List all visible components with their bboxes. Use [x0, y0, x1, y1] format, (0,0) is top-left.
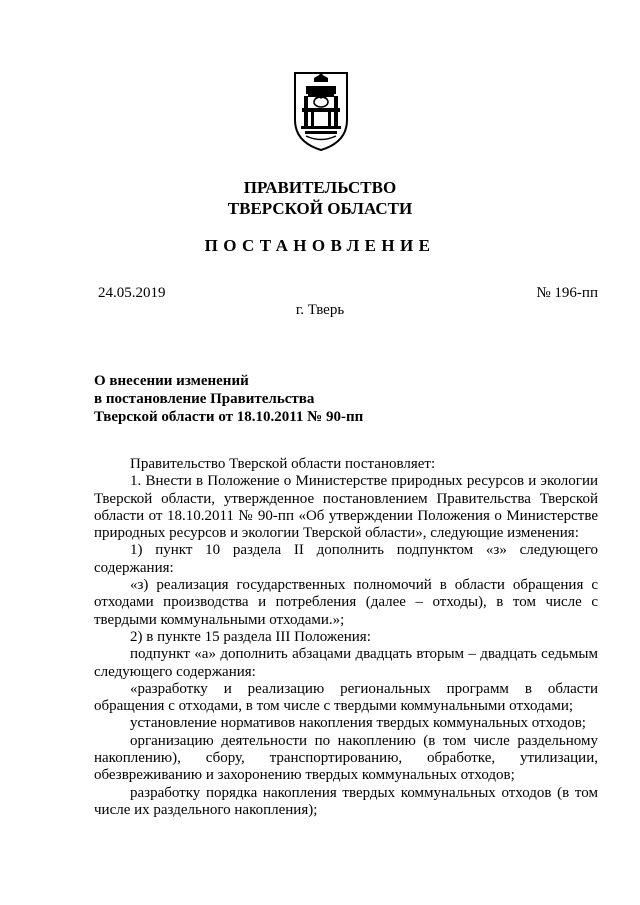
- organization-name-line1: ПРАВИТЕЛЬСТВО: [243, 178, 397, 197]
- document-city: г. Тверь: [295, 302, 345, 318]
- document-body: [94, 456, 598, 819]
- subject-line: в постановление Правительства: [94, 391, 315, 407]
- body-paragraph: 2) в пункте 15 раздела III Положения:: [130, 628, 371, 645]
- body-paragraph: организацию деятельности по накоплению (в том числе раздельному накоплению), сбору, транспортированию, обработке, утилизации, обезвреживанию и захоронению твердых коммунальных отходов;: [94, 732, 598, 784]
- body-paragraph: 1) пункт 10 раздела II дополнить подпунктом «з» следующего содержания:: [94, 542, 598, 576]
- body-paragraph: 1. Внести в Положение о Министерстве природных ресурсов и экологии Тверской области, утвержденное постановлением Правительства Тверской области от 18.10.2011 № 90-пп «Об утверждении Положения о Министерстве природных ресурсов и экологии Тверской области», следующие изменения:: [94, 473, 598, 542]
- body-paragraph: Правительство Тверской области постановляет:: [130, 456, 436, 472]
- document-subject: [94, 372, 363, 426]
- document-number: № 196-пп: [536, 285, 598, 301]
- body-paragraph: «разработку и реализацию региональных программ в области обращения с отходами, в том числе с твердыми коммунальными отходами;: [94, 680, 598, 715]
- subject-line: О внесении изменений: [94, 373, 249, 389]
- body-paragraph: разработку порядка накопления твердых коммунальных отходов (в том числе их раздельного накопления);: [94, 784, 598, 818]
- organization-name-line2: ТВЕРСКОЙ ОБЛАСТИ: [227, 199, 413, 218]
- body-paragraph: подпункт «а» дополнить абзацами двадцать вторым – двадцать седьмым следующего содержания:: [94, 646, 598, 680]
- document-date: 24.05.2019: [98, 285, 166, 301]
- body-paragraph: «з) реализация государственных полномочий в области обращения с отходами производства и потребления (далее – отходы), в том числе с твердыми коммунальными отходами.»;: [94, 577, 598, 628]
- tver-coat-of-arms-icon: [292, 70, 350, 152]
- document-type: ПОСТАНОВЛЕНИЕ: [204, 236, 436, 255]
- body-paragraph: установление нормативов накопления твердых коммунальных отходов;: [130, 715, 586, 732]
- subject-line: Тверской области от 18.10.2011 № 90-пп: [94, 409, 364, 425]
